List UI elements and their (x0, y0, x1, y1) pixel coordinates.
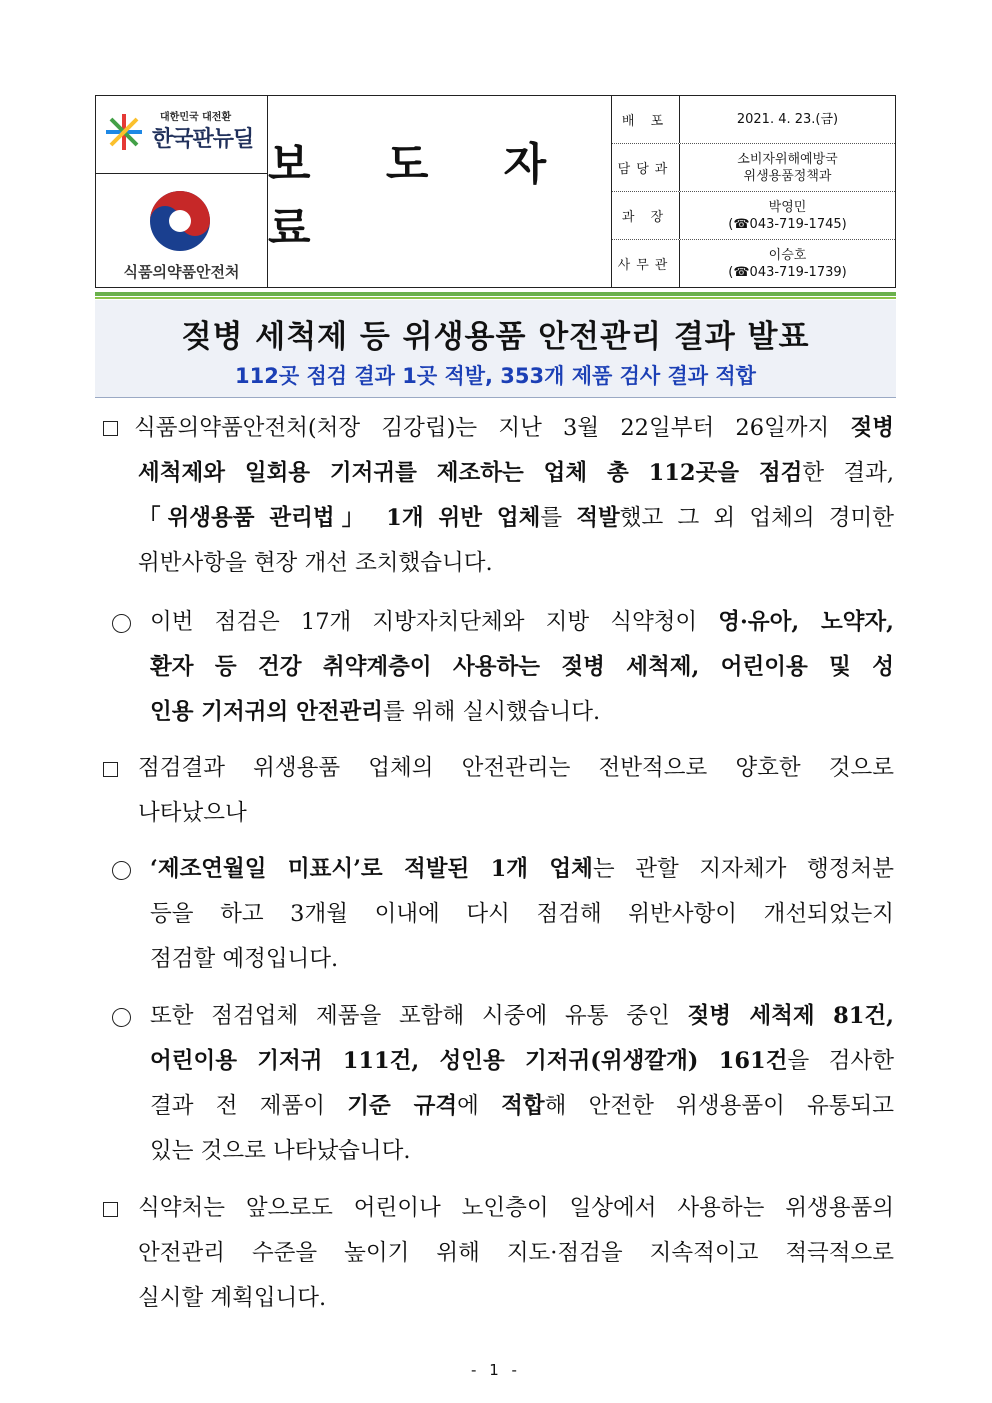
press-release-title: 보 도 자 료 (268, 96, 612, 287)
square-bullet-icon (103, 1202, 118, 1217)
page-number: - 1 - (471, 1361, 521, 1379)
green-rule-thin (95, 297, 896, 299)
new-deal-logo (96, 96, 267, 174)
paragraph-4: ‘제조연월일 미표시’로 적발된 1개 업체는 관할 지자체가 행정처분 등을 하고 3개월 이내에 다시 점검해 위반사항이 개선되었는지 점검할 예정입니다. (150, 856, 894, 972)
contact-table (612, 96, 895, 287)
press-header (95, 95, 896, 288)
row-value: 박영민 (☎043-719-1745) (728, 199, 847, 232)
green-rule (95, 292, 896, 296)
row-label: 과 장 (612, 192, 680, 239)
row-value: 소비자위해예방국 위생용품정책과 (737, 151, 838, 184)
row-value: 이승호 (☎043-719-1739) (728, 247, 847, 280)
headline-sub: 112곳 점검 결과 1곳 적발, 353개 제품 검사 결과 적합 (235, 364, 756, 388)
row-label: 담당과 (612, 144, 680, 191)
paragraph-3: 점검결과 위생용품 업체의 안전관리는 전반적으로 양호한 것으로 나타났으나 (138, 755, 894, 826)
paragraph-6: 식약처는 앞으로도 어린이나 노인층이 일상에서 사용하는 위생용품의 안전관리 수준을 높이기 위해 지도·점검을 지속적이고 적극적으로 실시할 계획입니다. (138, 1195, 894, 1311)
paragraph-2: 이번 점검은 17개 지방자치단체와 지방 식약청이 영·유아, 노약자, 환자 등 건강 취약계층이 사용하는 젖병 세척제, 어린이용 및 성 인용 기저귀의 안전관리를 위해 실시했습니다. (150, 609, 894, 725)
row-release (612, 96, 895, 144)
new-deal-star-icon (104, 112, 144, 152)
logo-column (96, 96, 268, 287)
mfds-logo (96, 174, 267, 287)
row-value: 2021. 4. 23.(금) (736, 112, 839, 127)
circle-bullet-icon (112, 1008, 131, 1027)
brand-name: 한국판뉴딜 (152, 127, 254, 152)
row-label: 배 포 (612, 96, 680, 143)
circle-bullet-icon (112, 614, 131, 633)
taegeuk-emblem-icon (148, 189, 212, 253)
headline-band (95, 300, 896, 398)
row-officer (612, 240, 895, 287)
row-label: 사무관 (612, 240, 680, 287)
square-bullet-icon (103, 762, 118, 777)
square-bullet-icon (103, 421, 118, 436)
row-department (612, 144, 895, 192)
headline-main: 젖병 세척제 등 위생용품 안전관리 결과 발표 (181, 319, 810, 355)
paragraph-5: 또한 점검업체 제품을 포함해 시중에 유통 중인 젖병 세척제 81건, 어린이용 기저귀 111건, 성인용 기저귀(위생깔개) 161건을 검사한 결과 전 제품이 기준 규격에 적합해 안전한 위생용품이 유통되고 있는 것으로 나타났습니다. (150, 1003, 895, 1164)
circle-bullet-icon (112, 861, 131, 880)
paragraph-1: 식품의약품안전처(처장 김강립)는 지난 3월 22일부터 26일까지 젖병 세척제와 일회용 기저귀를 제조하는 업체 총 112곳을 점검한 결과, 「위생용품 관리법」 1개 위반 업체를 적발했고 그 외 업체의 경미한 위반사항을 현장 개선 조치했습니다. (134, 415, 895, 576)
row-director (612, 192, 895, 240)
agency-name: 식품의약품안전처 (123, 263, 240, 281)
brand-slogan: 대한민국 대전환 (160, 112, 232, 123)
